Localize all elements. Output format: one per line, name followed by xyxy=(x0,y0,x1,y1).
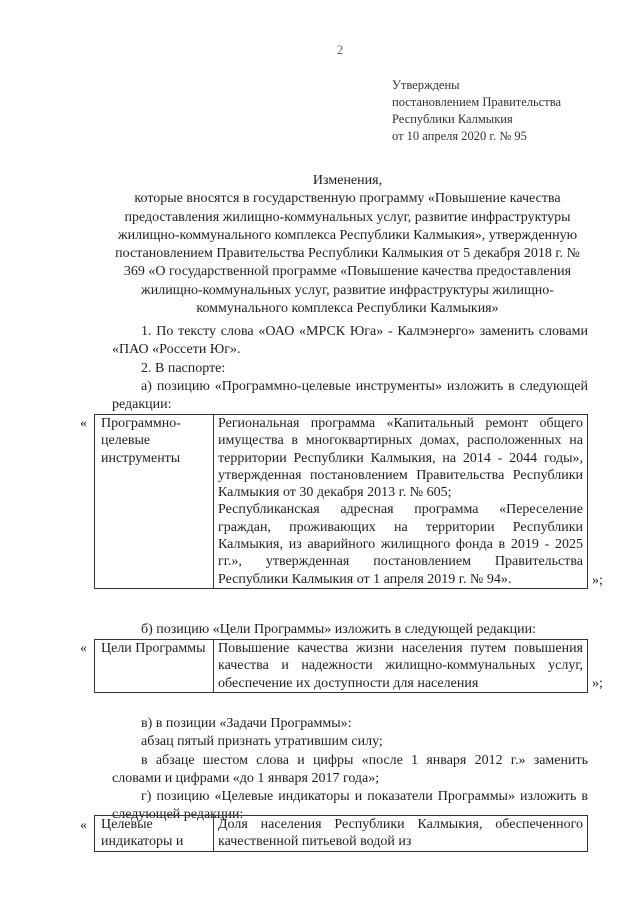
approval-line: от 10 апреля 2020 г. № 95 xyxy=(392,129,527,143)
approval-line: Утверждены xyxy=(392,78,460,92)
page-number: 2 xyxy=(336,42,344,57)
table-label-cell: Цели Программы xyxy=(95,640,214,693)
table-row xyxy=(95,816,588,852)
section-c xyxy=(112,715,588,825)
table-text-cell: Повышение качества жизни населения путем повышения качества и надежности жилищно-коммунальных услуг, обеспечение их доступности для населения xyxy=(214,640,588,693)
approval-stamp xyxy=(392,77,561,145)
heading-line: жилищно-коммунального комплекса Республики Калмыкия», утвержденную xyxy=(117,227,578,243)
paragraph-c2: в абзаце шестом слова и цифры «после 1 января 2012 г.» заменить словами и цифрами «до 1 января 2017 года»; xyxy=(112,752,588,786)
document-title: Изменения, xyxy=(312,173,383,188)
table-text-para: Региональная программа «Капитальный ремонт общего имущества в многоквартирных домах, расположенных на территории Республики Калмыкия, на 2014 - 2044 годы», утвержденная постановлением Правительства Республики Калмыкия от 30 декабря 2013 г. № 605; xyxy=(218,416,583,501)
open-quote: « xyxy=(80,641,87,656)
table-text-cell: Доля населения Республики Калмыкия, обеспеченного качественной питьевой водой из xyxy=(214,816,588,852)
heading-line: жилищно-коммунальных услуг, развитие инфраструктуры жилищно- xyxy=(141,282,554,298)
approval-line: Республики Калмыкия xyxy=(392,112,513,126)
table-program-goals xyxy=(94,639,588,693)
paragraph-2: 2. В паспорте: xyxy=(141,360,226,376)
approval-line: постановлением Правительства xyxy=(392,95,562,109)
heading-line: предоставления жилищно-коммунальных услуг, развитие инфраструктуры xyxy=(124,209,571,225)
close-quote: »; xyxy=(592,676,603,691)
table-row xyxy=(95,640,588,693)
table-label-cell xyxy=(95,816,214,852)
paragraph-a: а) позицию «Программно-целевые инструменты» изложить в следующей редакции: xyxy=(112,378,588,413)
table-text-para: Республиканская адресная программа «Переселение граждан, проживающих на территории Республики Калмыкия, из аварийного жилищного фонда в 2019 - 2025 гг.», утвержденная постановлением Правительства Республики Калмыкия от 1 апреля 2019 г. № 94». xyxy=(218,502,583,587)
section-b xyxy=(112,621,588,639)
paragraph-c: в) в позиции «Задачи Программы»: xyxy=(141,716,352,731)
table-label-cell: Программно-целевые инструменты xyxy=(95,415,214,589)
heading-line: которые вносятся в государственную программу «Повышение качества xyxy=(134,191,561,207)
open-quote: « xyxy=(80,416,87,431)
table-label-line: индикаторы и xyxy=(101,834,184,850)
table-program-tools xyxy=(94,414,588,589)
table-label-line: Целевые xyxy=(101,817,153,832)
paragraph-d: г) позицию «Целевые индикаторы и показатели Программы» изложить в следующей редакции: xyxy=(112,789,588,823)
heading-line: коммунального комплекса Республики Калмыкия» xyxy=(196,301,499,317)
paragraph-c1: абзац пятый признать утратившим силу; xyxy=(141,734,383,750)
table-row xyxy=(95,415,588,589)
table-text-cell xyxy=(214,415,588,589)
close-quote: »; xyxy=(592,573,603,588)
table-target-indicators xyxy=(94,815,588,852)
open-quote: « xyxy=(80,818,87,833)
paragraph-1: 1. По тексту слова «ОАО «МРСК Юга» - Калмэнерго» заменить словами «ПАО «Россети Юг». xyxy=(112,324,588,358)
paragraph-b: б) позицию «Цели Программы» изложить в следующей редакции: xyxy=(141,622,537,637)
document-heading xyxy=(100,172,595,318)
section-1 xyxy=(112,323,588,414)
heading-line: 369 «О государственной программе «Повышение качества предоставления xyxy=(123,264,572,280)
heading-line: постановлением Правительства Республики Калмыкия от 5 декабря 2018 г. № xyxy=(115,246,580,262)
